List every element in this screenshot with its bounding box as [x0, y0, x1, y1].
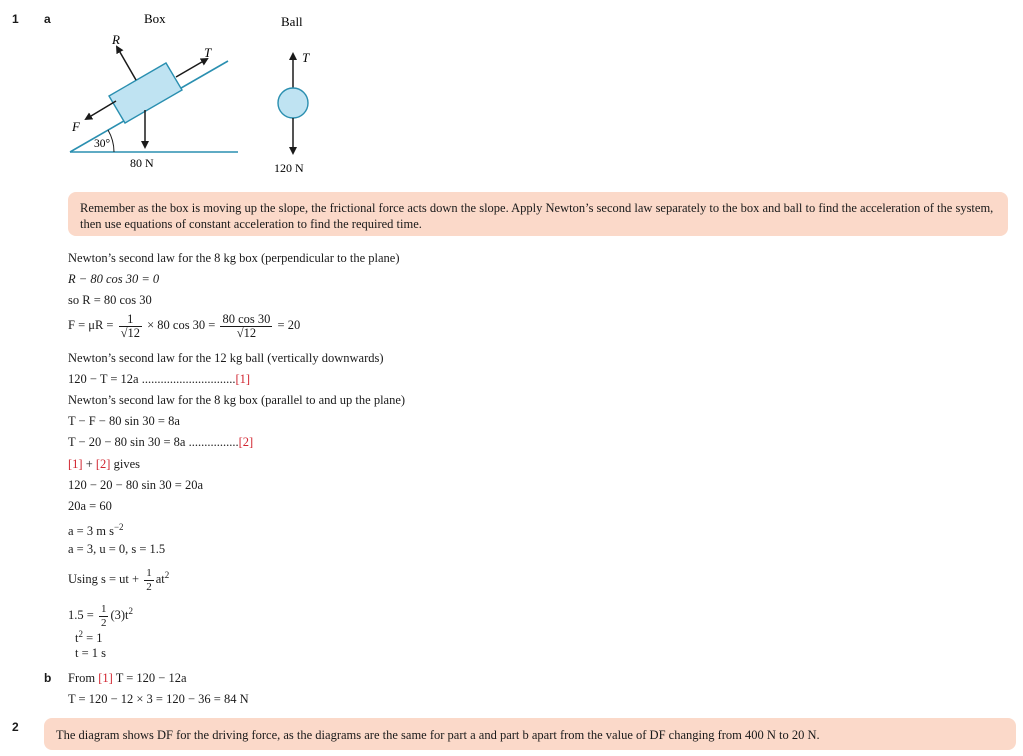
working-line: 120 − T = 12a ..............................[1]	[68, 372, 251, 386]
angle-label: 30°	[94, 138, 111, 150]
equation-ref: [1]	[235, 372, 251, 386]
label-weight-box: 80 N	[130, 156, 154, 170]
label-R: R	[112, 32, 120, 47]
force-diagram	[0, 0, 340, 185]
working-line: R − 80 cos 30 = 0	[68, 272, 160, 286]
working-line: t = 1 s	[75, 646, 107, 660]
working-line: $t^2 = 1$	[75, 629, 103, 646]
tension-arrow-box	[176, 59, 207, 77]
working-line: Newton’s second law for the 12 kg ball (vertically downwards)	[68, 351, 384, 365]
question-number: 1	[12, 12, 19, 26]
working-line: so R = 80 cos 30	[68, 293, 152, 307]
equation-ref: [2]	[238, 435, 254, 449]
ball-shape	[278, 88, 308, 118]
working-line: 120 − 20 − 80 sin 30 = 20a	[68, 478, 204, 492]
working-line: 20a = 60	[68, 499, 112, 513]
working-line: Newton’s second law for the 8 kg box (parallel to and up the plane)	[68, 393, 406, 407]
hint-box: The diagram shows DF for the driving force, as the diagrams are the same for part a and part b apart from the value of DF changing from 400 N to 20 N.	[44, 718, 1016, 750]
question-number: 2	[12, 720, 19, 734]
hint-box: Remember as the box is moving up the slope, the frictional force acts down the slope. Apply Newton’s second law separately to the box and ball to find the acceleration of the system, then use equations of constant acceleration to find the required time.	[68, 192, 1008, 236]
working-line: a = 3 m $s^{-2}$	[68, 522, 124, 539]
ball-title: Ball	[281, 14, 303, 29]
working-line: Using s = ut + $\frac{1}{2}$ $at^2$	[68, 566, 170, 593]
normal-force-arrow	[117, 47, 136, 80]
working-line: F = μR = $\frac{1}{√12}$ × 80 cos 30 = $\frac{80 \cos 30}{√12}$ = 20	[68, 311, 301, 340]
working-line: From [1] T = 120 − 12a	[68, 671, 187, 685]
label-T-box: T	[204, 45, 212, 60]
working-line: [1] + [2] gives	[68, 457, 140, 471]
label-T-ball: T	[302, 50, 310, 65]
part-label-a: a	[44, 12, 51, 26]
working-line: 1.5 = $\frac{1}{2}$ $(3)t^2$	[68, 602, 133, 629]
working-line: a = 3, u = 0, s = 1.5	[68, 542, 166, 556]
working-line: T − 20 − 80 sin 30 = 8a ................[2]	[68, 435, 254, 449]
label-F: F	[72, 119, 80, 134]
working-line: T − F − 80 sin 30 = 8a	[68, 414, 180, 428]
working-line: T = 120 − 12 × 3 = 120 − 36 = 84 N	[68, 692, 249, 706]
box-title: Box	[144, 11, 166, 26]
part-label-b: b	[44, 671, 52, 685]
label-weight-ball: 120 N	[274, 161, 304, 175]
working-line: Newton’s second law for the 8 kg box (perpendicular to the plane)	[68, 251, 400, 265]
friction-arrow	[86, 101, 116, 119]
